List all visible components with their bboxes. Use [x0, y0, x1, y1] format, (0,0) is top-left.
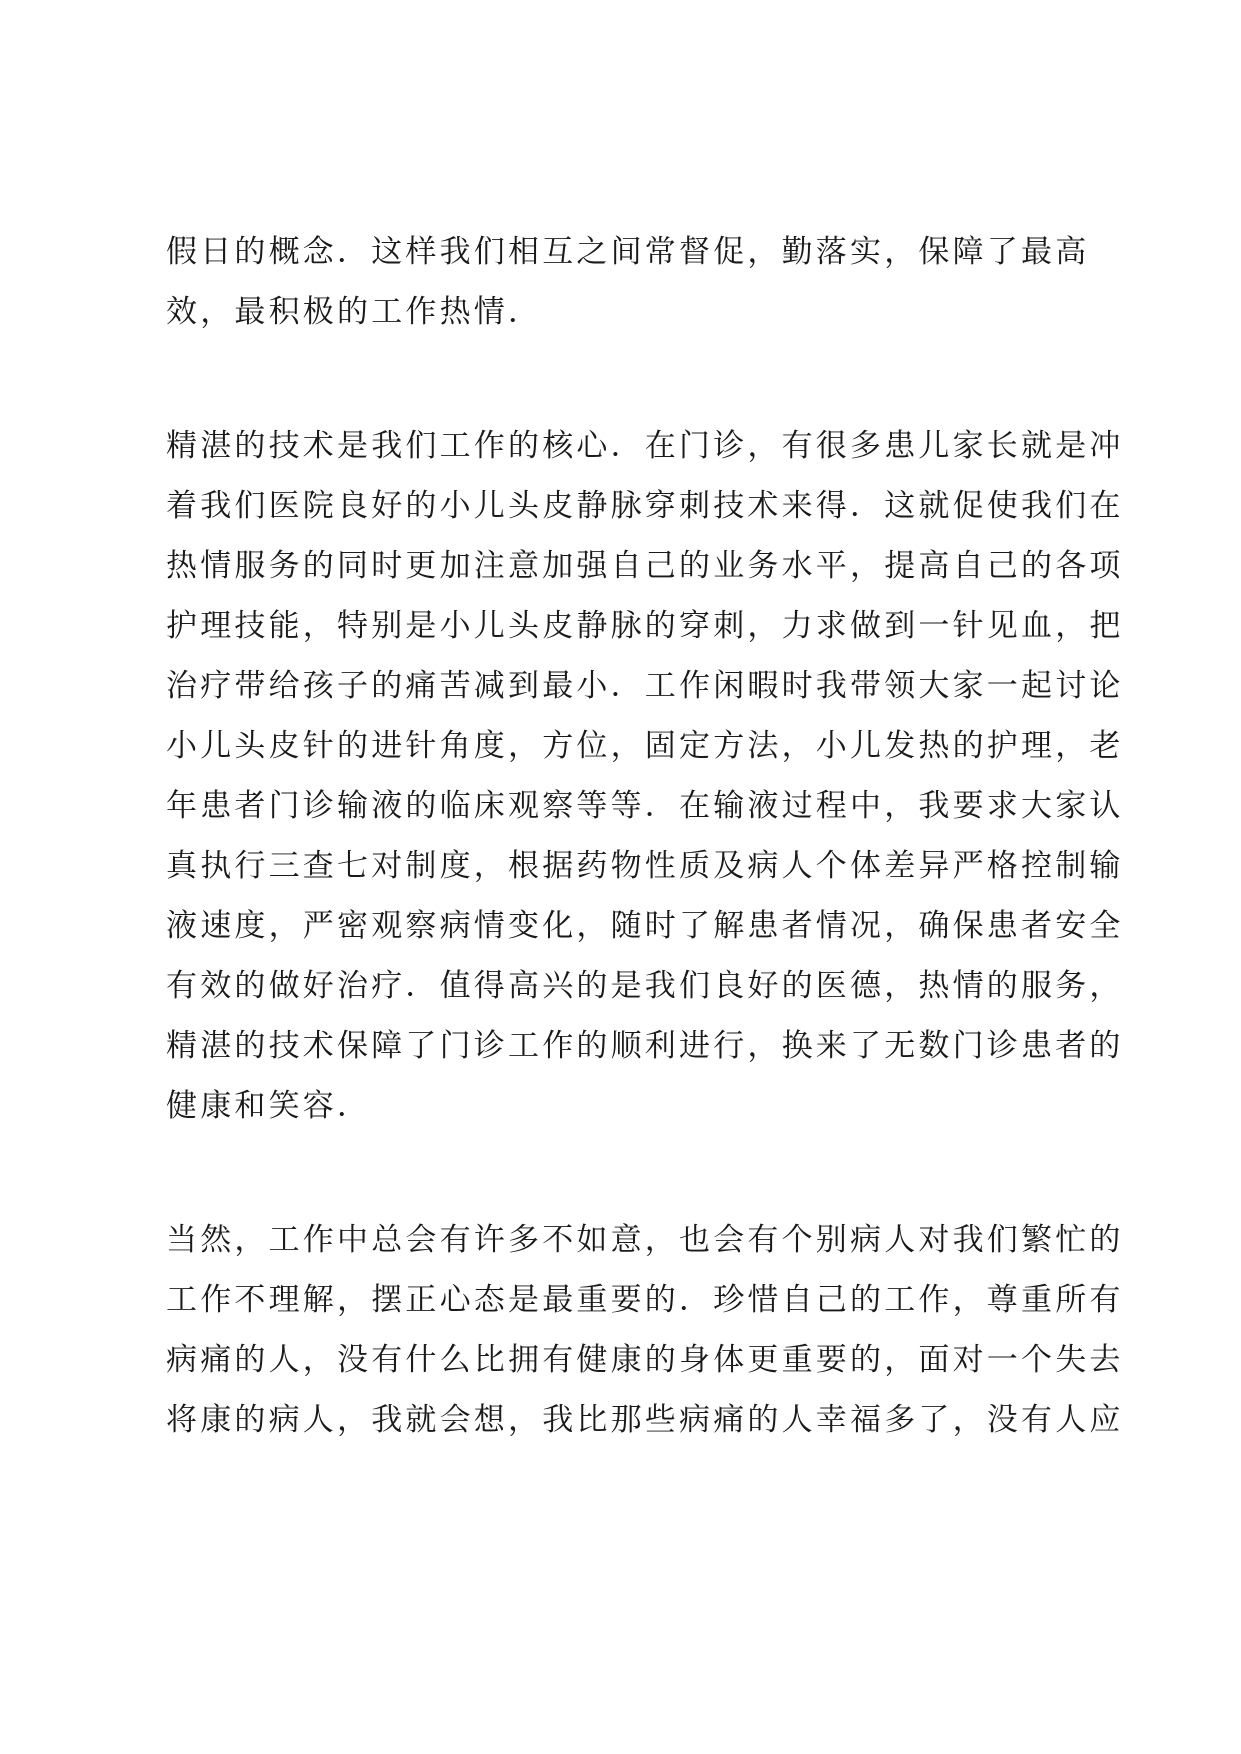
text-line: 着我们医院良好的小儿头皮静脉穿刺技术来得．这就促使我们在	[166, 488, 1124, 524]
text-line: 效，最积极的工作热情．	[166, 294, 543, 330]
text-line: 热情服务的同时更加注意加强自己的业务水平，提高自己的各项	[166, 548, 1124, 584]
paragraph-2	[166, 416, 1124, 1136]
text-line: 小儿头皮针的进针角度，方位，固定方法，小儿发热的护理，老	[166, 728, 1124, 764]
text-line: 治疗带给孩子的痛苦减到最小．工作闲暇时我带领大家一起讨论	[166, 668, 1124, 704]
text-line: 液速度，严密观察病情变化，随时了解患者情况，确保患者安全	[166, 908, 1124, 944]
document-body	[166, 222, 1124, 1450]
text-line: 将康的病人，我就会想，我比那些病痛的人幸福多了，没有人应	[166, 1402, 1124, 1438]
text-line: 假日的概念．这样我们相互之间常督促，勤落实，保障了最高	[166, 234, 1090, 270]
text-line: 真执行三查七对制度，根据药物性质及病人个体差异严格控制输	[166, 848, 1124, 884]
text-line: 工作不理解，摆正心态是最重要的．珍惜自己的工作，尊重所有	[166, 1282, 1124, 1318]
paragraph-spacer	[166, 342, 1096, 416]
text-line: 精湛的技术保障了门诊工作的顺利进行，换来了无数门诊患者的	[166, 1028, 1124, 1064]
paragraph-spacer	[166, 1136, 1096, 1210]
text-line: 病痛的人，没有什么比拥有健康的身体更重要的，面对一个失去	[166, 1342, 1124, 1378]
paragraph-3	[166, 1210, 1124, 1450]
text-line: 护理技能，特别是小儿头皮静脉的穿刺，力求做到一针见血，把	[166, 608, 1124, 644]
text-line: 有效的做好治疗．值得高兴的是我们良好的医德，热情的服务，	[166, 968, 1124, 1004]
paragraph-1	[166, 222, 1096, 342]
text-line: 当然，工作中总会有许多不如意，也会有个别病人对我们繁忙的	[166, 1222, 1124, 1258]
text-line: 健康和笑容．	[166, 1088, 372, 1124]
text-line: 年患者门诊输液的临床观察等等．在输液过程中，我要求大家认	[166, 788, 1124, 824]
text-line: 精湛的技术是我们工作的核心．在门诊，有很多患儿家长就是冲	[166, 428, 1124, 464]
